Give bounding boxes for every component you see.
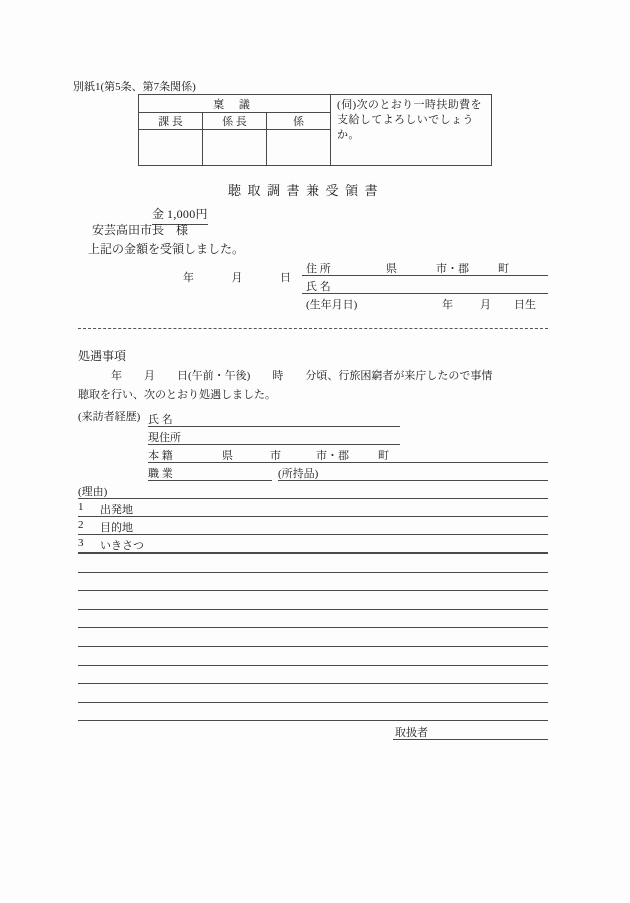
reason-item-number: 3 (78, 537, 84, 549)
visitor-domicile-district: 市・郡 (316, 450, 349, 462)
ringi-approval-table (138, 94, 492, 166)
blank-writing-line[interactable] (78, 572, 548, 573)
ringi-column-group (139, 113, 330, 165)
amount-value: 1,000 (167, 207, 196, 221)
receipt-address-prefecture: 県 (386, 263, 397, 275)
reason-item-circumstances[interactable] (78, 535, 548, 553)
treatment-heading: 処遇事項 (78, 349, 127, 363)
visitor-name-label: 氏 名 (148, 414, 173, 426)
visitor-name-row[interactable] (148, 409, 400, 427)
blank-writing-line[interactable] (78, 665, 548, 666)
amount-unit: 円 (195, 207, 208, 221)
visitor-occupation-row[interactable] (148, 463, 272, 481)
visitor-history-label: (来訪者経歴) (78, 411, 141, 423)
receipt-birthdate-day: 日生 (514, 299, 536, 311)
receipt-name-label: 氏 名 (306, 281, 331, 293)
ringi-request-note: (伺)次のとおり一時扶助費を支給してよろしいでしょうか。 (337, 99, 482, 141)
document-reference: 別紙1(第5条、第7条関係) (73, 81, 196, 93)
visitor-domicile-row[interactable] (148, 445, 548, 463)
receipt-birthdate-month: 月 (480, 299, 491, 311)
receipt-date-day: 日 (280, 272, 294, 284)
ringi-stamp-cell[interactable] (267, 130, 330, 165)
visitor-current-address-label: 現住所 (148, 432, 181, 444)
ringi-column-header: 係 長 (203, 113, 266, 130)
reason-item-number: 2 (78, 519, 84, 531)
handler-signature-field[interactable] (393, 722, 548, 740)
ringi-column-section-chief (139, 113, 203, 165)
reason-item-number: 1 (78, 501, 84, 513)
receipt-date-year: 年 (183, 272, 197, 284)
visitor-occupation-label: 職 業 (148, 468, 173, 480)
visitor-belongings-row[interactable] (278, 463, 548, 481)
blank-writing-line[interactable] (78, 702, 548, 703)
receipt-address-town: 町 (498, 263, 509, 275)
ringi-column-staff (267, 113, 330, 165)
treatment-statement-line-2: 聴取を行い、次のとおり処遇しました。 (78, 389, 276, 401)
visitor-belongings-label: (所持品) (278, 468, 319, 480)
blank-writing-line[interactable] (78, 683, 548, 684)
receipt-address-row[interactable] (302, 258, 548, 276)
receipt-birthdate-label: (生年月日) (306, 299, 358, 311)
receipt-date-month: 月 (231, 272, 246, 284)
visitor-domicile-label: 本 籍 (148, 450, 173, 462)
ringi-stamp-cell[interactable] (203, 130, 266, 165)
receipt-statement: 上記の金額を受領しました。 (88, 242, 245, 256)
receipt-address-city: 市・郡 (436, 263, 469, 275)
reason-heading-row (78, 481, 548, 499)
visitor-domicile-town: 町 (378, 450, 389, 462)
reason-item-destination[interactable] (78, 517, 548, 535)
addressee: 安芸高田市長 様 (92, 223, 189, 237)
ringi-stamp-cell[interactable] (139, 130, 202, 165)
ringi-approval-columns (139, 95, 331, 165)
blank-writing-line[interactable] (78, 609, 548, 610)
handler-label: 取扱者 (395, 727, 428, 739)
visitor-domicile-city: 市 (270, 450, 281, 462)
section-divider (78, 328, 548, 329)
receipt-birthdate-year: 年 (442, 299, 453, 311)
receipt-address-label: 住 所 (306, 263, 331, 275)
treatment-statement-line-1: 年 月 日(午前・午後) 時 分頃、行旅困窮者が来庁したので事情 (78, 370, 493, 382)
visitor-domicile-prefecture: 県 (222, 450, 233, 462)
ringi-column-header: 係 (267, 113, 330, 130)
blank-writing-line[interactable] (78, 590, 548, 591)
reason-item-label: いきさつ (100, 540, 144, 552)
visitor-current-address-row[interactable] (148, 427, 400, 445)
blank-writing-line[interactable] (78, 627, 548, 628)
blank-writing-line[interactable] (78, 553, 548, 554)
amount-prefix: 金 (152, 207, 165, 221)
blank-writing-line[interactable] (78, 646, 548, 647)
receipt-date-field[interactable] (160, 262, 294, 295)
ringi-title: 稟 議 (139, 95, 330, 113)
reason-item-label: 出発地 (100, 504, 133, 516)
reason-heading: (理由) (78, 486, 108, 498)
amount-field (152, 205, 208, 225)
receipt-name-row[interactable] (302, 276, 548, 294)
reason-item-label: 目的地 (100, 522, 133, 534)
reason-item-departure[interactable] (78, 499, 548, 517)
ringi-column-header: 課 長 (139, 113, 202, 130)
page-title: 聴 取 調 書 兼 受 領 書 (228, 183, 378, 198)
ringi-column-subsection-chief (203, 113, 267, 165)
